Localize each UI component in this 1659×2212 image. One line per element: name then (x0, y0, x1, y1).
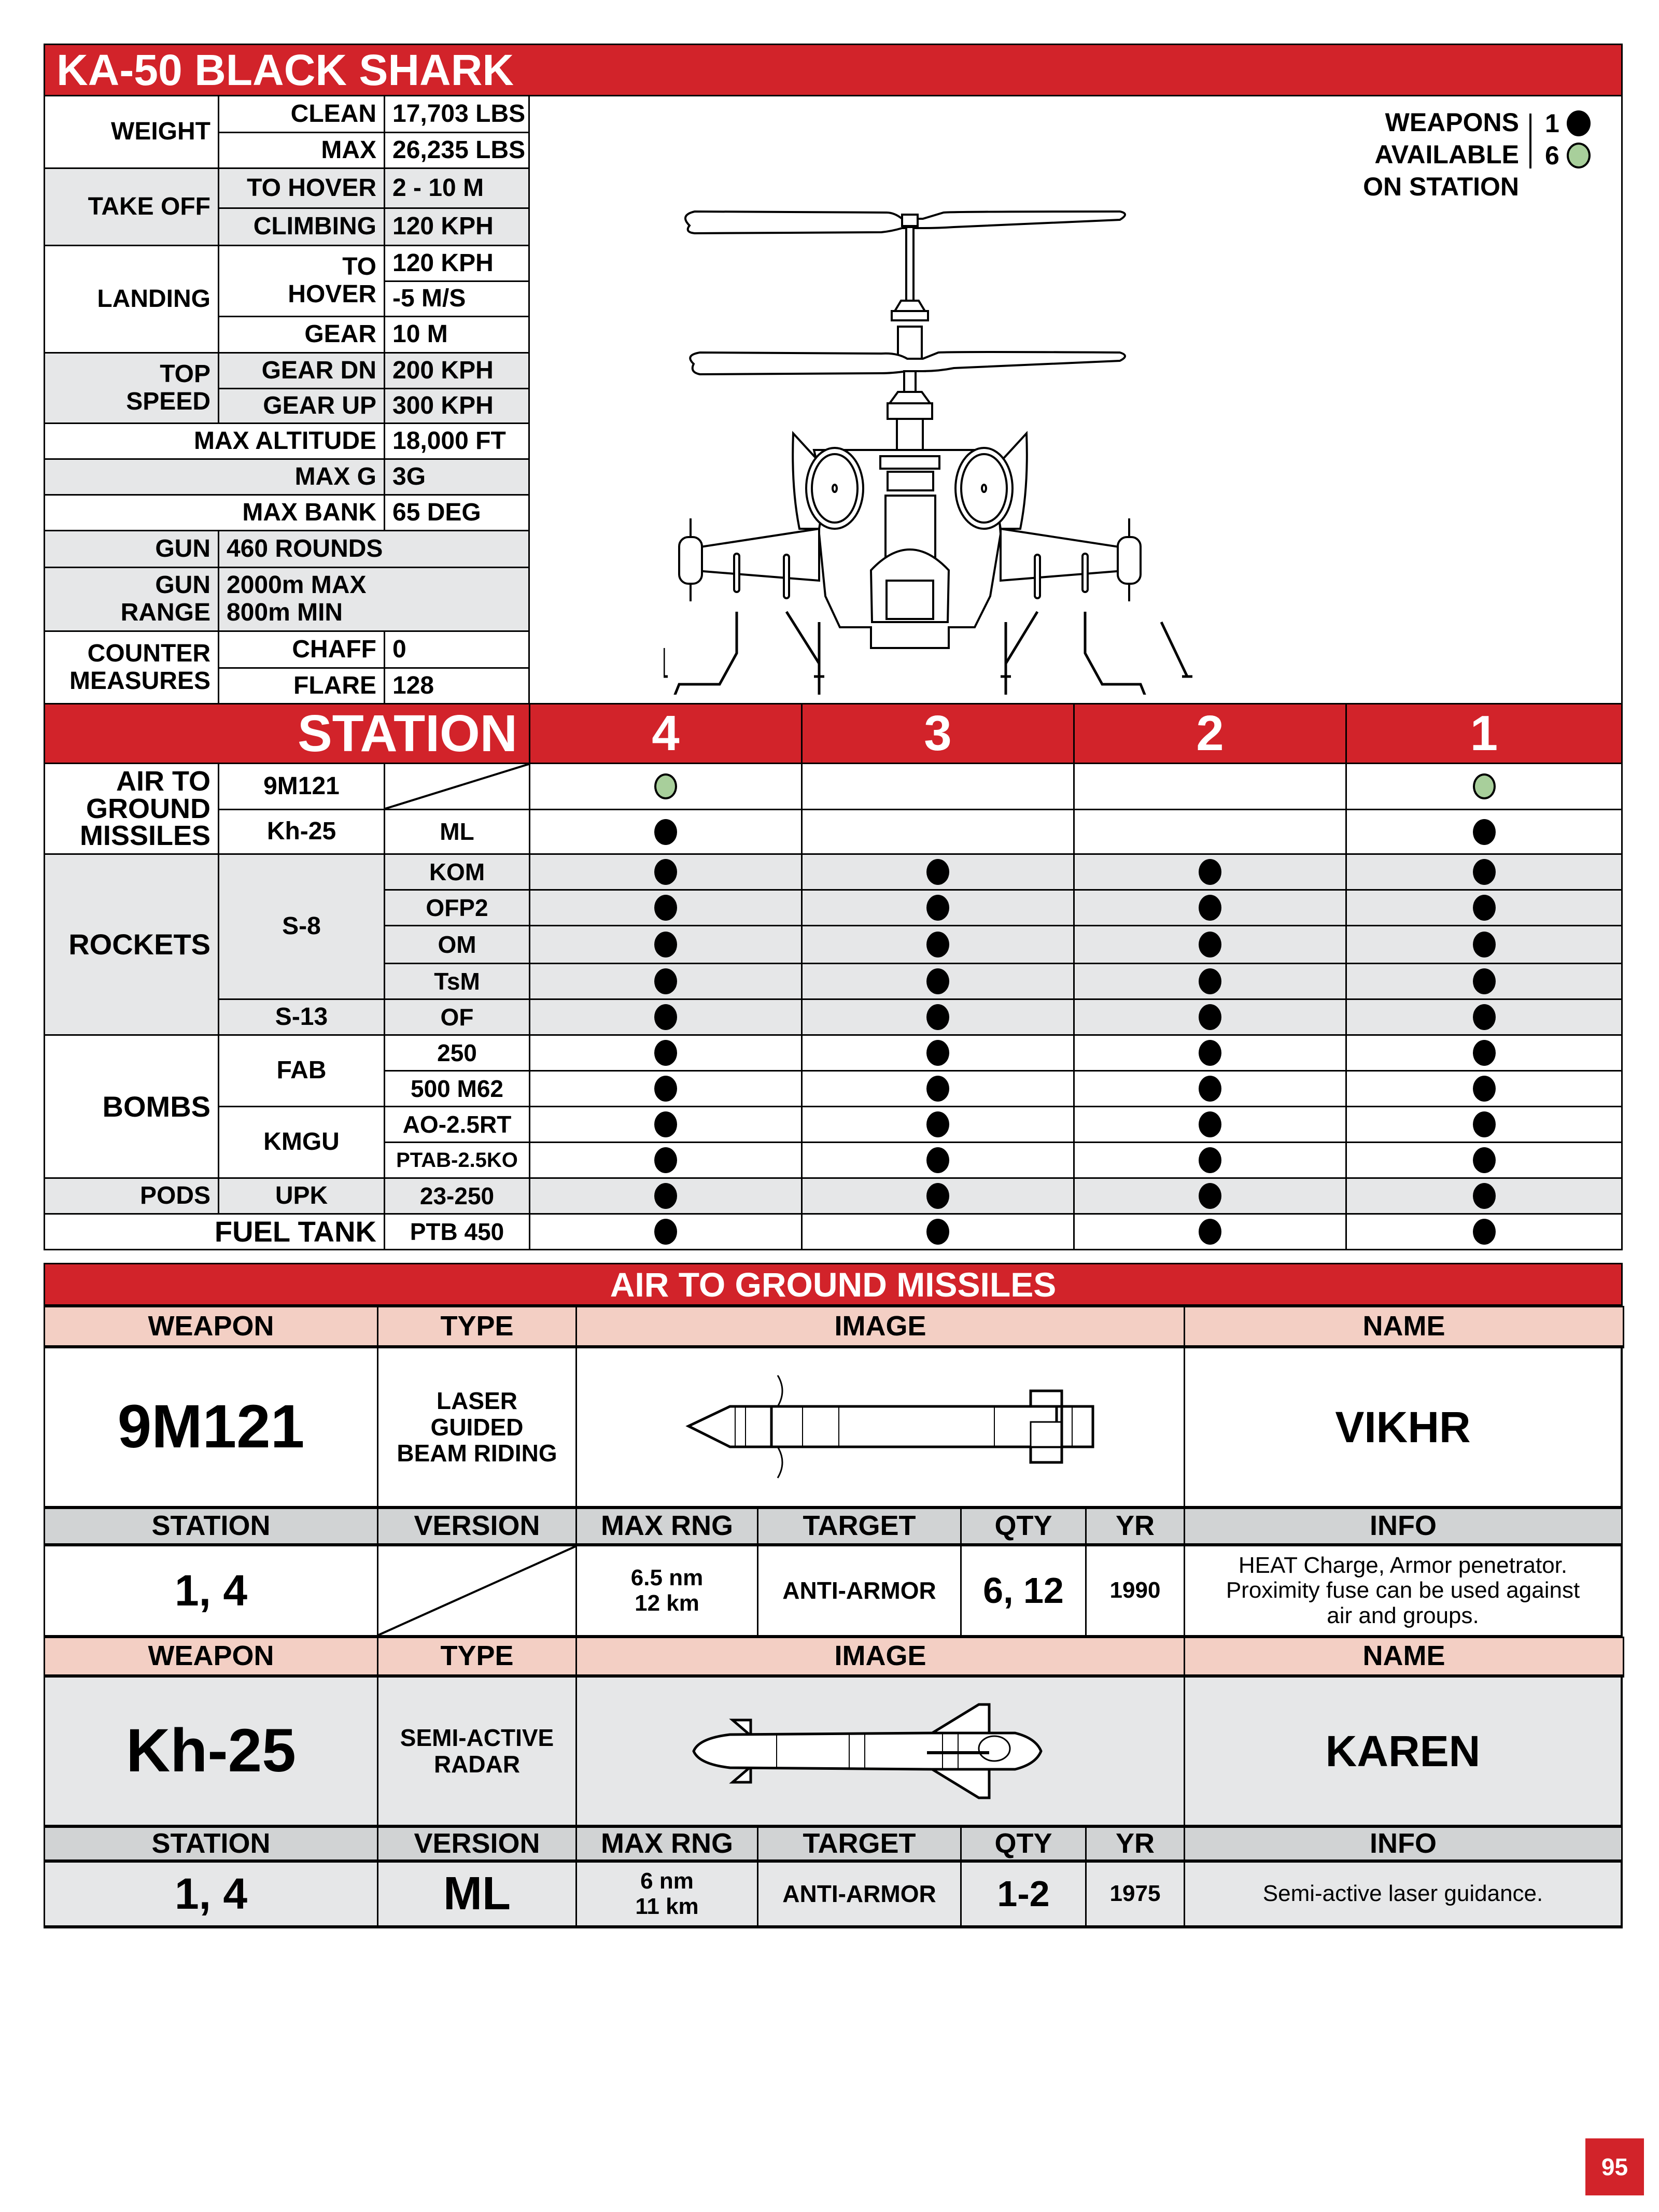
spec-counter-label: COUNTER MEASURES (44, 630, 219, 705)
group-rockets-label: ROCKETS (44, 853, 219, 1036)
missile-max-range: 6 nm 11 km (575, 1861, 758, 1928)
filled-dot-icon (1473, 819, 1496, 845)
legend-divider (1529, 114, 1531, 168)
filled-dot-icon (654, 895, 677, 921)
green-dot-icon (1567, 143, 1591, 168)
page-title: KA-50 BLACK SHARK (57, 46, 514, 94)
station-mark-cell (801, 963, 1075, 1000)
filled-dot-icon (1199, 1004, 1221, 1030)
filled-dot-icon (926, 968, 949, 994)
missile-type: SEMI-ACTIVE RADAR (377, 1676, 577, 1826)
station-mark-cell (529, 1106, 803, 1143)
station-mark-cell (1345, 1106, 1623, 1143)
missile-subheader-yr: YR (1085, 1506, 1185, 1546)
weapon-upk: UPK (218, 1177, 385, 1215)
filled-dot-icon (654, 1004, 677, 1030)
station-mark-cell (529, 925, 803, 964)
missiles-section-title: AIR TO GROUND MISSILES (44, 1263, 1623, 1307)
spec-gunrange-value: 2000m MAX 800m MIN (218, 567, 530, 632)
spec-landing-label: LANDING (44, 245, 219, 354)
station-mark-cell (529, 998, 803, 1036)
filled-dot-icon (926, 859, 949, 885)
legend-item-filled: 1 (1545, 107, 1591, 139)
missile-weapon: Kh-25 (44, 1676, 378, 1826)
station-header-label: STATION (44, 703, 530, 764)
spec-landing-hover-rate: -5 M/S (384, 280, 530, 317)
station-mark-cell (1345, 1177, 1623, 1215)
station-mark-cell (1073, 1106, 1347, 1143)
spec-landing-gear-label: GEAR (218, 316, 385, 354)
filled-dot-icon (926, 1040, 949, 1066)
station-mark-cell (1345, 963, 1623, 1000)
missile-version: ML (377, 1861, 577, 1928)
spec-landing-hover-speed: 120 KPH (384, 245, 530, 282)
station-mark-cell (1073, 889, 1347, 926)
missile-header-image: IMAGE (575, 1306, 1185, 1348)
filled-dot-icon (926, 932, 949, 957)
missile-image (575, 1676, 1185, 1826)
missile-weapon: 9M121 (44, 1347, 378, 1507)
station-mark-cell (801, 809, 1075, 855)
filled-dot-icon (654, 1040, 677, 1066)
station-mark-cell (1345, 1213, 1623, 1250)
weapon-kmgu: KMGU (218, 1106, 385, 1179)
missile-info: Semi-active laser guidance. (1184, 1861, 1623, 1928)
station-column-2 (1073, 703, 1347, 764)
station-mark-cell (1345, 809, 1623, 855)
station-column-3 (801, 703, 1075, 764)
filled-dot-icon (1199, 895, 1221, 921)
spec-topspeed-dn-value: 200 KPH (384, 352, 530, 389)
spec-maxg-label: MAX G (44, 458, 385, 496)
spec-flare-value: 128 (384, 667, 530, 705)
station-mark-cell (529, 1034, 803, 1072)
group-fuel-label: FUEL TANK (44, 1213, 385, 1250)
station-mark-cell (1073, 998, 1347, 1036)
legend-label: WEAPONS AVAILABLE ON STATION (1363, 108, 1519, 201)
station-mark-cell (529, 1213, 803, 1250)
filled-dot-icon (654, 1147, 677, 1173)
station-number: 3 (924, 706, 952, 761)
filled-dot-icon (1473, 1219, 1496, 1245)
spec-topspeed-up-value: 300 KPH (384, 388, 530, 424)
spec-maxalt-value: 18,000 FT (384, 422, 530, 460)
station-mark-cell (1073, 1213, 1347, 1250)
filled-dot-icon (1473, 968, 1496, 994)
spec-maxalt-label: MAX ALTITUDE (44, 422, 385, 460)
vikhr-missile-drawing (621, 1375, 1140, 1479)
green-dot-icon (1473, 773, 1496, 799)
missile-subheader-yr: YR (1085, 1825, 1185, 1863)
station-mark-cell (1073, 1070, 1347, 1107)
filled-dot-icon (926, 1004, 949, 1030)
filled-dot-icon (1199, 1147, 1221, 1173)
spec-takeoff-climb-label: CLIMBING (218, 207, 385, 246)
spec-takeoff-hover-value: 2 - 10 M (384, 167, 530, 209)
missile-subheader-max-rng: MAX RNG (575, 1506, 758, 1546)
filled-dot-icon (654, 819, 677, 845)
filled-dot-icon (926, 1183, 949, 1209)
station-mark-cell (1345, 1070, 1623, 1107)
page-title-bar (44, 44, 1623, 96)
station-mark-cell (801, 1142, 1075, 1179)
station-mark-cell (1345, 1142, 1623, 1179)
missile-header-type: TYPE (377, 1306, 577, 1348)
spec-topspeed-label: TOP SPEED (44, 352, 219, 424)
station-mark-cell (1073, 809, 1347, 855)
station-number: 4 (652, 706, 680, 761)
missile-header-type: TYPE (377, 1637, 577, 1678)
variant-cell: TsM (384, 963, 530, 1000)
weapon-s13: S-13 (218, 998, 385, 1036)
filled-dot-icon (654, 968, 677, 994)
filled-dot-icon (926, 895, 949, 921)
filled-dot-icon (1199, 968, 1221, 994)
filled-dot-icon (1473, 895, 1496, 921)
missile-subheader-target: TARGET (757, 1506, 962, 1546)
station-mark-cell (801, 1106, 1075, 1143)
green-dot-icon (654, 773, 677, 799)
station-mark-cell (801, 1070, 1075, 1107)
page-number-badge (1585, 2138, 1644, 2195)
group-atgm-label: AIR TO GROUND MISSILES (44, 763, 219, 855)
missile-subheader-station: STATION (44, 1506, 378, 1546)
station-mark-cell (801, 998, 1075, 1036)
diagonal-slash (378, 1546, 575, 1635)
spec-topspeed-up-label: GEAR UP (218, 388, 385, 424)
filled-dot-icon (926, 1076, 949, 1102)
weapon-s8: S-8 (218, 853, 385, 1000)
spec-maxbank-label: MAX BANK (44, 494, 385, 531)
missile-subheader-max-rng: MAX RNG (575, 1825, 758, 1863)
missile-qty: 1-2 (960, 1861, 1087, 1928)
variant-cell: OF (384, 998, 530, 1036)
spec-topspeed-dn-label: GEAR DN (218, 352, 385, 389)
spec-flare-label: FLARE (218, 667, 385, 705)
station-mark-cell (801, 889, 1075, 926)
spec-gun-value: 460 ROUNDS (218, 530, 530, 568)
variant-cell: ML (384, 809, 530, 855)
variant-cell: 23-250 (384, 1177, 530, 1215)
missile-subheader-target: TARGET (757, 1825, 962, 1863)
missile-header-image: IMAGE (575, 1637, 1185, 1678)
variant-cell: 500 M62 (384, 1070, 530, 1107)
spec-weight-clean-value: 17,703 LBS (384, 95, 530, 133)
spec-maxg-value: 3G (384, 458, 530, 496)
missile-header-weapon: WEAPON (44, 1637, 378, 1678)
filled-dot-icon (926, 1219, 949, 1245)
filled-dot-icon (1473, 1040, 1496, 1066)
page-number: 95 (1601, 2153, 1628, 2180)
missile-subheader-version: VERSION (377, 1506, 577, 1546)
missile-target: ANTI-ARMOR (757, 1861, 962, 1928)
variant-cell: OM (384, 925, 530, 964)
missile-name: VIKHR (1184, 1347, 1623, 1507)
station-mark-cell (1345, 853, 1623, 891)
station-mark-cell (1073, 853, 1347, 891)
station-column-4 (529, 703, 803, 764)
filled-dot-icon (1199, 932, 1221, 957)
group-pods-label: PODS (44, 1177, 219, 1215)
missile-station: 1, 4 (44, 1861, 378, 1928)
filled-dot-icon (654, 859, 677, 885)
missile-header-name: NAME (1184, 1637, 1624, 1678)
station-number: 2 (1196, 706, 1224, 761)
filled-dot-icon (654, 1219, 677, 1245)
station-mark-cell (1345, 1034, 1623, 1072)
station-mark-cell (801, 763, 1075, 810)
station-mark-cell (1345, 763, 1623, 810)
missile-subheader-info: INFO (1184, 1506, 1623, 1546)
legend-item-green: 6 (1545, 139, 1591, 172)
missile-info: HEAT Charge, Armor penetrator. Proximity fuse can be used against air and groups. (1184, 1545, 1623, 1638)
spec-weight-max-label: MAX (218, 132, 385, 169)
missile-subheader-station: STATION (44, 1825, 378, 1863)
missile-max-range: 6.5 nm 12 km (575, 1545, 758, 1638)
filled-dot-icon (926, 1147, 949, 1173)
station-mark-cell (1073, 963, 1347, 1000)
filled-dot-icon (1199, 859, 1221, 885)
missile-subheader-qty: QTY (960, 1506, 1087, 1546)
missile-type: LASER GUIDED BEAM RIDING (377, 1347, 577, 1507)
spec-chaff-label: CHAFF (218, 630, 385, 669)
station-mark-cell (529, 1142, 803, 1179)
spec-takeoff-climb-value: 120 KPH (384, 207, 530, 246)
diagonal-slash (385, 764, 529, 809)
weapon-fab: FAB (218, 1034, 385, 1107)
filled-dot-icon (1199, 1219, 1221, 1245)
station-mark-cell (1345, 998, 1623, 1036)
station-leader-ends (664, 570, 1524, 705)
missile-subheader-info: INFO (1184, 1825, 1623, 1863)
filled-dot-icon (1473, 1183, 1496, 1209)
station-mark-cell (1345, 889, 1623, 926)
station-number: 1 (1470, 706, 1498, 761)
variant-cell: PTB 450 (384, 1213, 530, 1250)
variant-cell: PTAB-2.5KO (384, 1142, 530, 1179)
spec-maxbank-value: 65 DEG (384, 494, 530, 531)
station-mark-cell (1345, 925, 1623, 964)
station-mark-cell (529, 809, 803, 855)
filled-dot-icon (1199, 1111, 1221, 1137)
station-mark-cell (801, 853, 1075, 891)
station-mark-cell (801, 1177, 1075, 1215)
station-mark-cell (1073, 1177, 1347, 1215)
spec-landing-gear-value: 10 M (384, 316, 530, 354)
filled-dot-icon (1473, 859, 1496, 885)
missile-year: 1975 (1085, 1861, 1185, 1928)
station-mark-cell (1073, 1142, 1347, 1179)
filled-dot-icon (1473, 1004, 1496, 1030)
filled-dot-icon (1473, 932, 1496, 957)
spec-gun-label: GUN (44, 530, 219, 568)
weapon-9m121: 9M121 (218, 763, 385, 810)
filled-dot-icon (1199, 1183, 1221, 1209)
spec-takeoff-label: TAKE OFF (44, 167, 219, 246)
station-mark-cell (1073, 763, 1347, 810)
missile-target: ANTI-ARMOR (757, 1545, 962, 1638)
missile-image (575, 1347, 1185, 1507)
spec-landing-tohover-label: TO HOVER (218, 245, 385, 317)
variant-cell: 250 (384, 1034, 530, 1072)
missile-version (377, 1545, 577, 1638)
filled-dot-icon (926, 1111, 949, 1137)
missile-subheader-qty: QTY (960, 1825, 1087, 1863)
station-mark-cell (529, 963, 803, 1000)
missile-station: 1, 4 (44, 1545, 378, 1638)
weapons-legend (1327, 106, 1597, 210)
station-mark-cell (1073, 1034, 1347, 1072)
variant-cell: KOM (384, 853, 530, 891)
filled-dot-icon (1473, 1147, 1496, 1173)
station-mark-cell (529, 1177, 803, 1215)
spec-chaff-value: 0 (384, 630, 530, 669)
station-mark-cell (1073, 925, 1347, 964)
filled-dot-icon (1199, 1040, 1221, 1066)
variant-cell: OFP2 (384, 889, 530, 926)
station-mark-cell (529, 763, 803, 810)
missile-subheader-version: VERSION (377, 1825, 577, 1863)
station-mark-cell (529, 889, 803, 926)
spec-takeoff-hover-label: TO HOVER (218, 167, 385, 209)
station-mark-cell (529, 853, 803, 891)
spec-gunrange-label: GUN RANGE (44, 567, 219, 632)
weapon-kh25: Kh-25 (218, 809, 385, 855)
variant-cell: AO-2.5RT (384, 1106, 530, 1143)
missile-header-name: NAME (1184, 1306, 1624, 1348)
station-column-1 (1345, 703, 1623, 764)
filled-dot-icon (1473, 1111, 1496, 1137)
variant-9m121-empty (384, 763, 530, 810)
filled-dot-icon (654, 1111, 677, 1137)
filled-dot-icon (1199, 1076, 1221, 1102)
station-mark-cell (801, 925, 1075, 964)
filled-dot-icon (1567, 110, 1591, 136)
spec-weight-max-value: 26,235 LBS (384, 132, 530, 169)
group-bombs-label: BOMBS (44, 1034, 219, 1179)
missile-year: 1990 (1085, 1545, 1185, 1638)
filled-dot-icon (654, 932, 677, 957)
filled-dot-icon (1473, 1076, 1496, 1102)
kh25-missile-drawing (621, 1699, 1140, 1803)
missile-qty: 6, 12 (960, 1545, 1087, 1638)
station-mark-cell (801, 1213, 1075, 1250)
filled-dot-icon (654, 1076, 677, 1102)
spec-weight-label: WEIGHT (44, 95, 219, 169)
station-mark-cell (529, 1070, 803, 1107)
missile-header-weapon: WEAPON (44, 1306, 378, 1348)
station-mark-cell (801, 1034, 1075, 1072)
filled-dot-icon (654, 1183, 677, 1209)
missile-name: KAREN (1184, 1676, 1623, 1826)
spec-weight-clean-label: CLEAN (218, 95, 385, 133)
